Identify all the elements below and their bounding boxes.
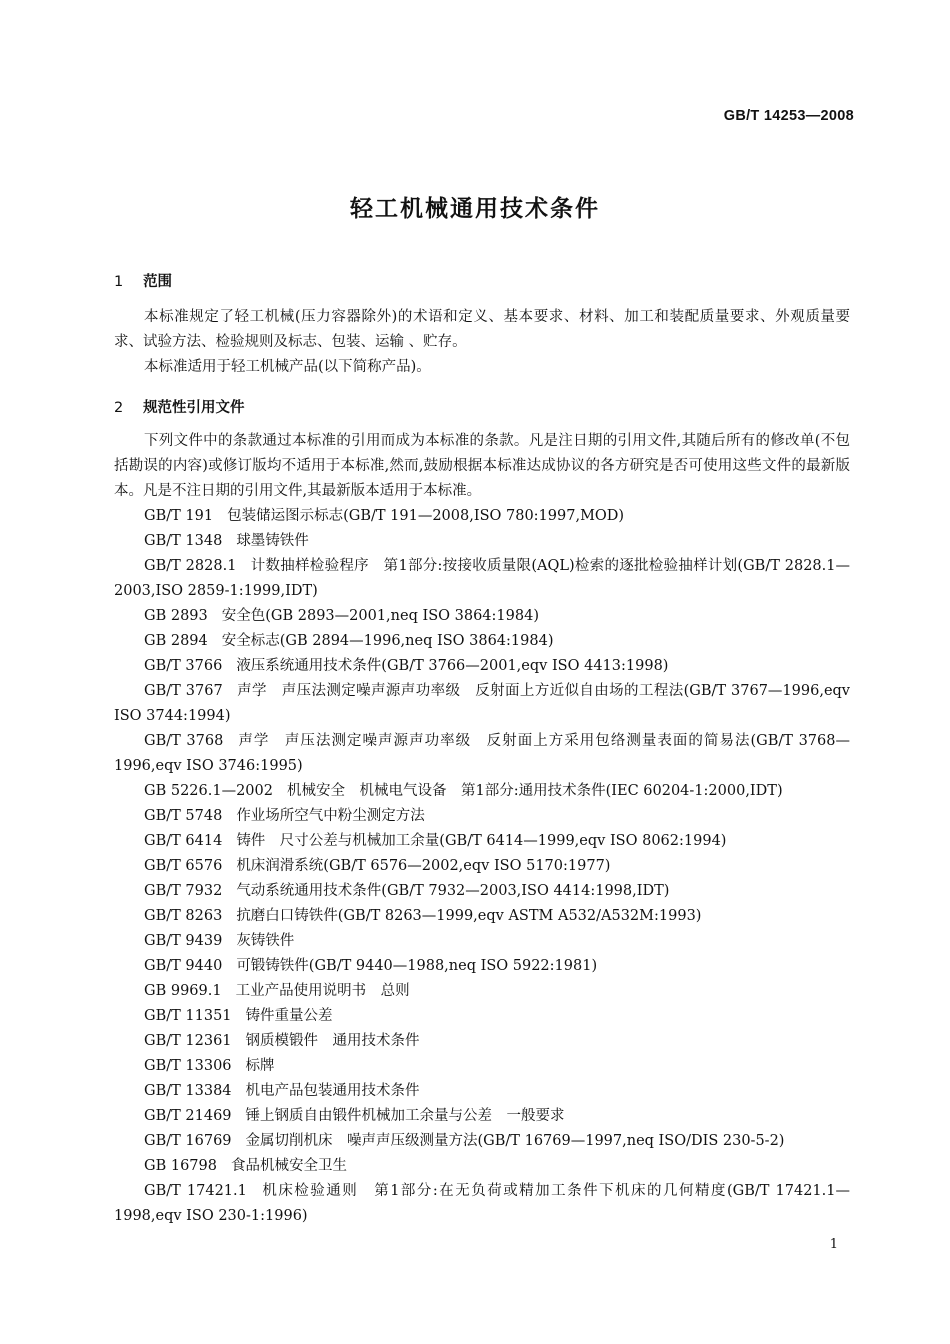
reference-item	[114, 779, 850, 804]
reference-item	[114, 854, 850, 879]
reference-code: GB 2894	[144, 633, 208, 649]
reference-code: GB/T 21469	[144, 1108, 232, 1124]
reference-item	[114, 1054, 850, 1079]
reference-title: 金属切削机床 噪声声压级测量方法(GB/T 16769—1997,neq ISO/DIS 230-5-2)	[245, 1133, 785, 1149]
reference-list	[114, 504, 850, 1229]
reference-title: 食品机械安全卫生	[230, 1158, 347, 1174]
reference-code: GB/T 13306	[144, 1058, 232, 1074]
reference-code: GB 5226.1—2002	[144, 783, 273, 799]
reference-code: GB/T 5748	[144, 808, 223, 824]
scope-paragraph-1: 本标准规定了轻工机械(压力容器除外)的术语和定义、基本要求、材料、加工和装配质量要求、外观质量要求、试验方法、检验规则及标志、包装、运输 、贮存。	[114, 309, 850, 350]
reference-title: 声学 声压法测定噪声源声功率级 反射面上方近似自由场的工程法(GB/T 3767—1996,eqv ISO 3744:1994)	[114, 683, 850, 724]
reference-title: 可锻铸铁件(GB/T 9440—1988,neq ISO 5922:1981)	[236, 958, 598, 974]
reference-code: GB/T 191	[144, 508, 214, 524]
reference-item	[114, 1104, 850, 1129]
reference-item	[114, 1179, 850, 1229]
reference-title: 机床检验通则 第1部分:在无负荷或精加工条件下机床的几何精度(GB/T 17421.1—1998,eqv ISO 230-1:1996)	[114, 1183, 850, 1224]
reference-code: GB/T 11351	[144, 1008, 232, 1024]
section-title: 范围	[143, 274, 173, 290]
reference-item	[114, 679, 850, 729]
reference-title: 机床润滑系统(GB/T 6576—2002,eqv ISO 5170:1977)	[236, 858, 611, 874]
reference-title: 安全标志(GB 2894—1996,neq ISO 3864:1984)	[221, 633, 554, 649]
reference-title: 标牌	[245, 1058, 275, 1074]
standard-code: GB/T 14253—2008	[723, 108, 854, 124]
reference-title: 作业场所空气中粉尘测定方法	[236, 808, 425, 824]
reference-item	[114, 554, 850, 604]
reference-code: GB/T 13384	[144, 1083, 232, 1099]
reference-title: 机电产品包装通用技术条件	[245, 1083, 420, 1099]
reference-item	[114, 829, 850, 854]
reference-item	[114, 1004, 850, 1029]
reference-code: GB/T 2828.1	[144, 558, 237, 574]
reference-code: GB/T 7932	[144, 883, 223, 899]
reference-title: 安全色(GB 2893—2001,neq ISO 3864:1984)	[221, 608, 539, 624]
reference-title: 工业产品使用说明书 总则	[235, 983, 410, 999]
reference-item	[114, 1129, 850, 1154]
reference-code: GB/T 3767	[144, 683, 223, 699]
scope-paragraph-2: 本标准适用于轻工机械产品(以下简称产品)。	[144, 359, 431, 375]
reference-item	[114, 604, 850, 629]
reference-item	[114, 879, 850, 904]
reference-code: GB/T 1348	[144, 533, 223, 549]
document-title: 轻工机械通用技术条件	[350, 196, 600, 222]
reference-item	[114, 954, 850, 979]
reference-code: GB/T 6576	[144, 858, 223, 874]
reference-code: GB 9969.1	[144, 983, 222, 999]
references-intro-paragraph: 下列文件中的条款通过本标准的引用而成为本标准的条款。凡是注日期的引用文件,其随后所有的修改单(不包括勘误的内容)或修订版均不适用于本标准,然而,鼓励根据本标准达成协议的各方研究是否可使用这些文件的最新版本。凡是不注日期的引用文件,其最新版本适用于本标准。	[114, 433, 850, 499]
reference-item	[114, 1079, 850, 1104]
reference-title: 声学 声压法测定噪声源声功率级 反射面上方采用包络测量表面的简易法(GB/T 3768—1996,eqv ISO 3746:1995)	[114, 733, 850, 774]
reference-title: 灰铸铁件	[236, 933, 295, 949]
reference-item	[114, 904, 850, 929]
reference-item	[114, 529, 850, 554]
reference-title: 液压系统通用技术条件(GB/T 3766—2001,eqv ISO 4413:1998)	[236, 658, 669, 674]
reference-item	[114, 654, 850, 679]
reference-title: 铸件重量公差	[245, 1008, 333, 1024]
reference-item	[114, 1154, 850, 1179]
reference-code: GB 16798	[144, 1158, 217, 1174]
reference-item	[114, 1029, 850, 1054]
reference-item	[114, 504, 850, 529]
section-heading-scope	[114, 270, 172, 291]
reference-title: 抗磨白口铸铁件(GB/T 8263—1999,eqv ASTM A532/A532M:1993)	[236, 908, 702, 924]
reference-title: 钢质模锻件 通用技术条件	[245, 1033, 420, 1049]
reference-code: GB/T 3766	[144, 658, 223, 674]
reference-item	[114, 979, 850, 1004]
reference-item	[114, 804, 850, 829]
section-number: 2	[114, 400, 124, 416]
reference-code: GB/T 9439	[144, 933, 223, 949]
reference-code: GB/T 12361	[144, 1033, 232, 1049]
reference-title: 铸件 尺寸公差与机械加工余量(GB/T 6414—1999,eqv ISO 8062:1994)	[236, 833, 727, 849]
reference-title: 包装储运图示标志(GB/T 191—2008,ISO 780:1997,MOD)	[227, 508, 625, 524]
reference-code: GB/T 6414	[144, 833, 223, 849]
reference-code: GB/T 17421.1	[144, 1183, 247, 1199]
section-heading-normative-references	[114, 396, 245, 417]
reference-code: GB/T 8263	[144, 908, 223, 924]
reference-item	[114, 629, 850, 654]
reference-code: GB/T 16769	[144, 1133, 232, 1149]
reference-title: 气动系统通用技术条件(GB/T 7932—2003,ISO 4414:1998,IDT)	[236, 883, 670, 899]
section-number: 1	[114, 274, 124, 290]
page-number: 1	[829, 1237, 838, 1252]
reference-item	[114, 729, 850, 779]
section-title: 规范性引用文件	[143, 400, 245, 416]
reference-title: 锤上钢质自由锻件机械加工余量与公差 一般要求	[245, 1108, 565, 1124]
reference-title: 球墨铸铁件	[236, 533, 309, 549]
reference-title: 计数抽样检验程序 第1部分:按接收质量限(AQL)检索的逐批检验抽样计划(GB/T 2828.1—2003,ISO 2859-1:1999,IDT)	[114, 558, 850, 599]
reference-code: GB/T 3768	[144, 733, 224, 749]
reference-item	[114, 929, 850, 954]
reference-title: 机械安全 机械电气设备 第1部分:通用技术条件(IEC 60204-1:2000,IDT)	[287, 783, 783, 799]
reference-code: GB/T 9440	[144, 958, 223, 974]
reference-code: GB 2893	[144, 608, 208, 624]
